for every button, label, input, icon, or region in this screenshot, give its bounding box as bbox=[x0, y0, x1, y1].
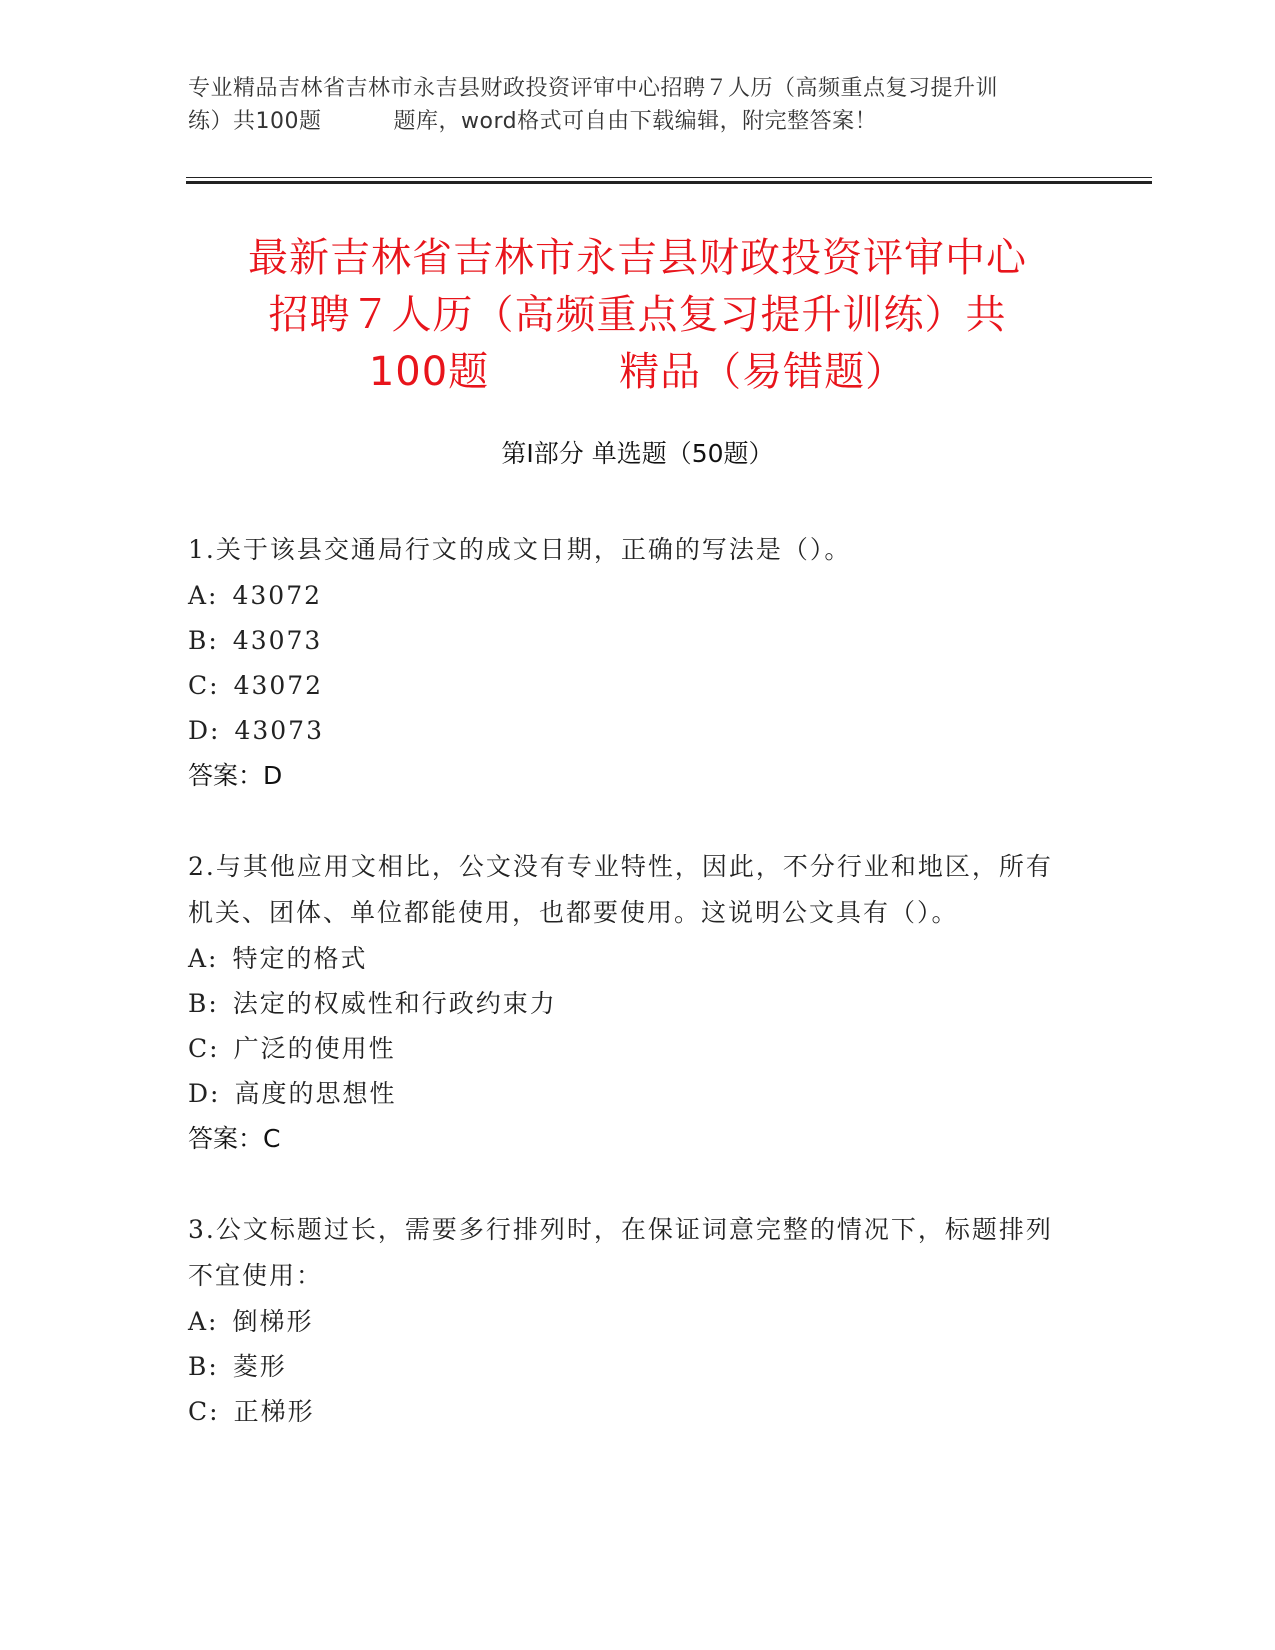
header-note-line-1: 专业精品吉林省吉林市永吉县财政投资评审中心招聘７人历（高频重点复习提升训 bbox=[188, 76, 999, 101]
document-title-line-3-left: 100题 bbox=[368, 349, 490, 395]
option-text: 43073 bbox=[234, 716, 324, 745]
option-c bbox=[188, 1389, 1068, 1434]
document-title-line-3 bbox=[130, 344, 1145, 401]
header-divider-thin bbox=[186, 177, 1152, 178]
header-note-line-2-right: 题库，word格式可自由下载编辑，附完整答案！ bbox=[393, 109, 878, 134]
option-a bbox=[188, 1299, 1068, 1344]
option-text: 高度的思想性 bbox=[234, 1079, 397, 1108]
option-c bbox=[188, 1026, 1068, 1071]
option-text: 法定的权威性和行政约束力 bbox=[232, 989, 557, 1018]
option-text: 43072 bbox=[232, 581, 323, 610]
section-heading: 第Ⅰ部分 单选题（50题） bbox=[501, 439, 774, 468]
option-letter: C: bbox=[188, 671, 220, 700]
option-b bbox=[188, 1344, 1068, 1389]
option-text: 正梯形 bbox=[233, 1397, 315, 1426]
answer: 答案：C bbox=[188, 1124, 281, 1153]
question-stem: 3.公文标题过长，需要多行排列时，在保证词意完整的情况下，标题排列不宜使用： bbox=[188, 1215, 1053, 1290]
question-1 bbox=[188, 527, 1068, 798]
document-title bbox=[130, 230, 1145, 401]
header-note bbox=[188, 72, 1088, 138]
option-letter: A: bbox=[188, 944, 219, 973]
option-text: 特定的格式 bbox=[232, 944, 368, 973]
option-letter: B: bbox=[188, 1352, 219, 1381]
question-stem: 2.与其他应用文相比，公文没有专业特性，因此，不分行业和地区，所有机关、团体、单位都能使用，也都要使用。这说明公文具有（）。 bbox=[188, 852, 1053, 927]
option-letter: D: bbox=[188, 716, 221, 745]
option-letter: B: bbox=[188, 626, 219, 655]
option-d bbox=[188, 708, 1068, 753]
option-text: 43072 bbox=[233, 671, 324, 700]
option-letter: C: bbox=[188, 1397, 220, 1426]
document-title-line-3-right: 精品（易错题） bbox=[619, 349, 907, 395]
option-a bbox=[188, 936, 1068, 981]
question-stem: 1.关于该县交通局行文的成文日期，正确的写法是（）。 bbox=[188, 535, 852, 564]
option-text: 广泛的使用性 bbox=[233, 1034, 396, 1063]
question-2 bbox=[188, 844, 1068, 1161]
option-letter: C: bbox=[188, 1034, 220, 1063]
option-b bbox=[188, 618, 1068, 663]
header-note-line-2 bbox=[188, 105, 1088, 138]
answer: 答案：D bbox=[188, 761, 283, 790]
option-c bbox=[188, 663, 1068, 708]
question-list bbox=[188, 527, 1068, 1480]
option-text: 43073 bbox=[232, 626, 323, 655]
option-a bbox=[188, 573, 1068, 618]
header-divider-thick bbox=[186, 181, 1152, 184]
header-note-line-2-left: 练）共100题 bbox=[188, 109, 322, 134]
option-letter: A: bbox=[188, 1307, 219, 1336]
option-letter: D: bbox=[188, 1079, 221, 1108]
question-3 bbox=[188, 1207, 1068, 1434]
option-letter: B: bbox=[188, 989, 219, 1018]
document-title-line-1: 最新吉林省吉林市永吉县财政投资评审中心 bbox=[248, 235, 1027, 281]
option-b bbox=[188, 981, 1068, 1026]
option-text: 倒梯形 bbox=[232, 1307, 314, 1336]
option-letter: A: bbox=[188, 581, 219, 610]
option-text: 菱形 bbox=[232, 1352, 287, 1381]
option-d bbox=[188, 1071, 1068, 1116]
document-title-line-2: 招聘７人历（高频重点复习提升训练）共 bbox=[268, 292, 1007, 338]
